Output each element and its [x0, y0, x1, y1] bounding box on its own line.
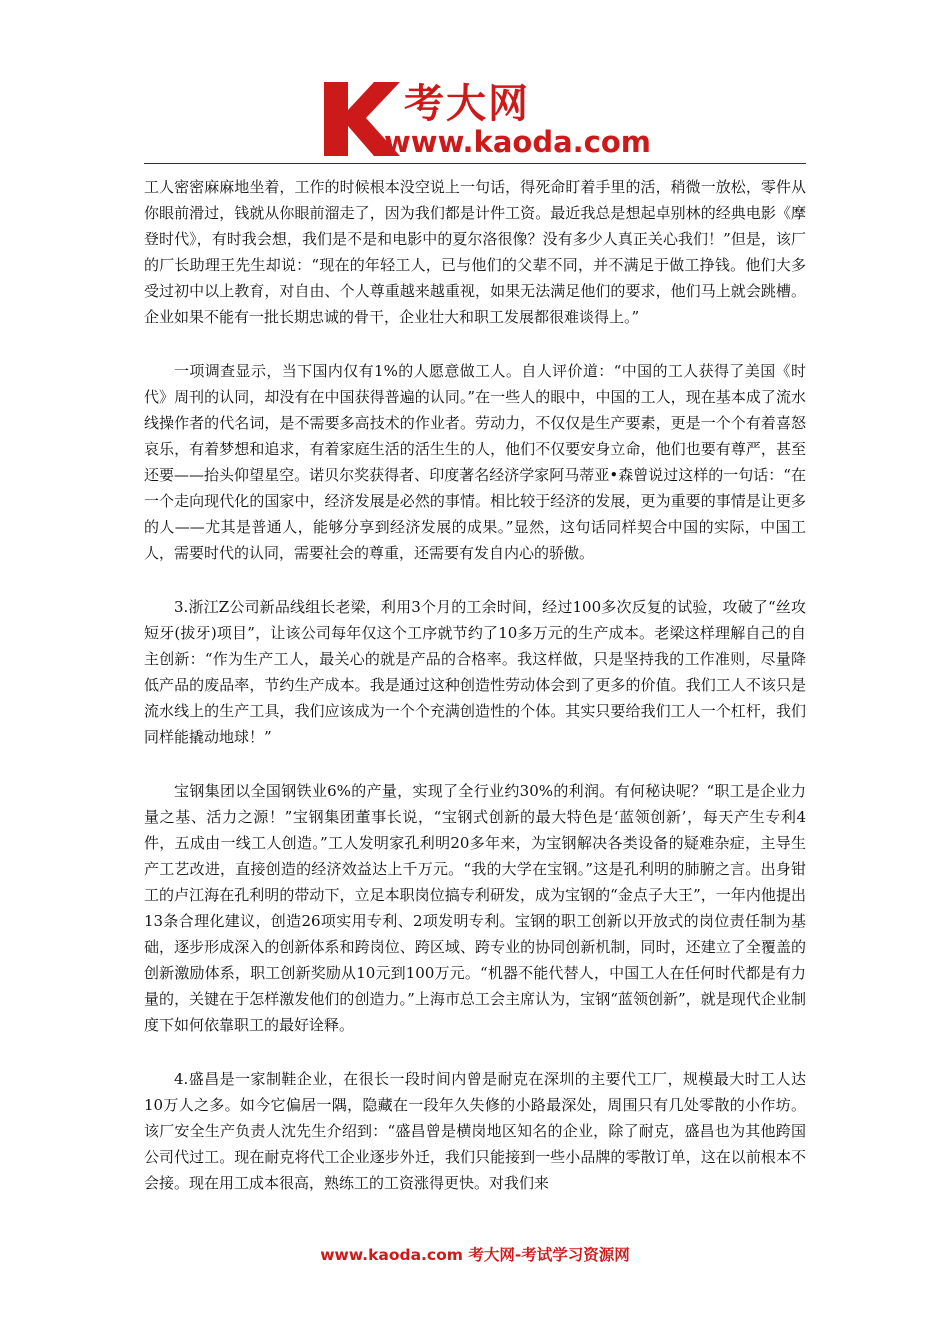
logo-url-text: www.kaoda.com — [384, 125, 651, 159]
paragraph: 4.盛昌是一家制鞋企业，在很长一段时间内曾是耐克在深圳的主要代工厂，规模最大时工人达10万人之多。如今它偏居一隅，隐藏在一段年久失修的小路最深处，周围只有几处零散的小作坊。该厂安全生产负责人沈先生介绍到：“盛昌曾是横岗地区知名的企业，除了耐克，盛昌也为其他跨国公司代过工。现在耐克将代工企业逐步外迁，我们只能接到一些小品牌的零散订单，这在以前根本不会接。现在用工成本很高，熟练工的工资涨得更快。对我们来 — [144, 1070, 806, 1192]
paragraph: 工人密密麻麻地坐着，工作的时候根本没空说上一句话，得死命盯着手里的活，稍微一放松，零件从你眼前滑过，钱就从你眼前溜走了，因为我们都是计件工资。最近我总是想起卓别林的经典电影《摩登时代》，有时我会想，我们是不是和电影中的夏尔洛很像？没有多少人真正关心我们！”但是，该厂的厂长助理王先生却说：“现在的年轻工人，已与他们的父辈不同，并不满足于做工挣钱。他们大多受过初中以上教育，对自由、个人尊重越来越重视，如果无法满足他们的要求，他们马上就会跳槽。企业如果不能有一批长期忠诚的骨干，企业壮大和职工发展都很难谈得上。” — [144, 178, 806, 326]
logo-chinese-text: 考大网 — [404, 81, 530, 127]
kaoda-logo — [318, 78, 651, 160]
paragraph: 3.浙江Z公司新品线组长老梁，利用3个月的工余时间，经过100多次反复的试验，攻破了“丝攻短牙(拔牙)项目”，让该公司每年仅这个工序就节约了10多万元的生产成本。老梁这样理解自己的自主创新：“作为生产工人，最关心的就是产品的合格率。我这样做，只是坚持我的工作准则，尽量降低产品的废品率，节约生产成本。我是通过这种创造性劳动体会到了更多的价值。我们工人不该只是流水线上的生产工具，我们应该成为一个个充满创造性的个体。其实只要给我们工人一个杠杆，我们同样能撬动地球！” — [144, 598, 806, 746]
document-body — [144, 174, 806, 1224]
paragraph: 一项调查显示，当下国内仅有1%的人愿意做工人。自人评价道：“中国的工人获得了美国《时代》周刊的认同，却没有在中国获得普遍的认同。”在一些人的眼中，中国的工人，现在基本成了流水线操作者的代名词，是不需要多高技术的作业者。劳动力，不仅仅是生产要素，更是一个个有着喜怒哀乐，有着梦想和追求，有着家庭生活的活生生的人，他们不仅要安身立命，他们也要有尊严，甚至还要——抬头仰望星空。诺贝尔奖获得者、印度著名经济学家阿马蒂亚•森曾说过这样的一句话：“在一个走向现代化的国家中，经济发展是必然的事情。相比较于经济的发展，更为重要的事情是让更多的人——尤其是普通人，能够分享到经济发展的成果。”显然，这句话同样契合中国的实际，中国工人，需要时代的认同，需要社会的尊重，还需要有发自内心的骄傲。 — [144, 362, 806, 562]
page-footer: www.kaoda.com 考大网-考试学习资源网 — [320, 1246, 630, 1264]
header-divider — [144, 163, 806, 164]
paragraph: 宝钢集团以全国钢铁业6%的产量，实现了全行业约30%的利润。有何秘诀呢？“职工是企业力量之基、活力之源！”宝钢集团董事长说，“宝钢式创新的最大特色是‘蓝领创新’，每天产生专利4件，五成由一线工人创造。”工人发明家孔利明20多年来，为宝钢解决各类设备的疑难杂症，主导生产工艺改进，直接创造的经济效益达上千万元。“我的大学在宝钢。”这是孔利明的肺腑之言。出身钳工的卢江海在孔利明的带动下，立足本职岗位搞专利研发，成为宝钢的“金点子大王”，一年内他提出13条合理化建议，创造26项实用专利、2项发明专利。宝钢的职工创新以开放式的岗位责任制为基础，逐步形成深入的创新体系和跨岗位、跨区域、跨专业的协同创新机制，同时，还建立了全覆盖的创新激励体系，职工创新奖励从10元到100万元。“机器不能代替人，中国工人在任何时代都是有力量的，关键在于怎样激发他们的创造力。”上海市总工会主席认为，宝钢“蓝领创新”，就是现代企业制度下如何依靠职工的最好诠释。 — [144, 782, 806, 1034]
